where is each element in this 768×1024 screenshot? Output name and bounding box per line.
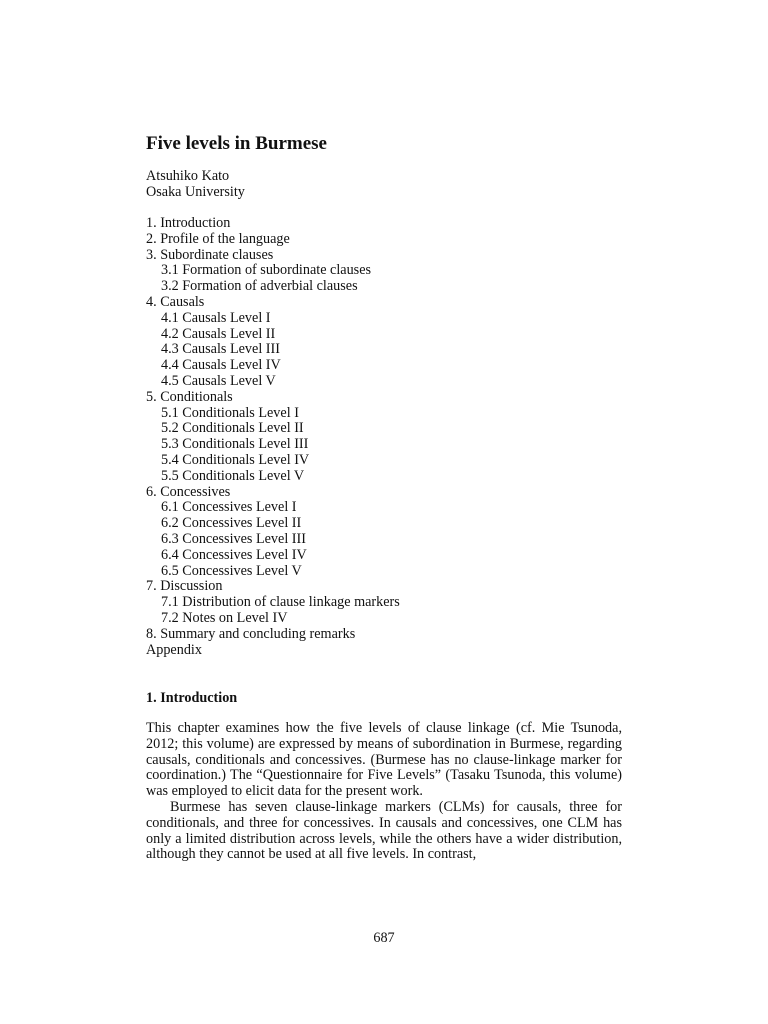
toc-subentry: 5.1 Conditionals Level I [161, 404, 299, 421]
paragraph: Burmese has seven clause-linkage markers (CLMs) for causals, three for conditionals, and three for concessives. In causals and concessives, one CLM has only a limited distribution across levels, while the others have a wider distribution, although they cannot be used at all five levels. In contrast, [146, 798, 622, 863]
toc-subentry: 3.1 Formation of subordinate clauses [161, 262, 372, 279]
toc-subentry: 5.4 Conditionals Level IV [161, 451, 310, 468]
toc-entry: 3. Subordinate clauses [146, 246, 274, 263]
toc-subentry: 6.5 Concessives Level V [161, 562, 302, 579]
toc-subentry: 4.1 Causals Level I [161, 309, 271, 326]
toc-subentry: 6.3 Concessives Level III [161, 530, 306, 547]
page-number: 687 [373, 930, 395, 946]
toc-entry: 7. Discussion [146, 578, 223, 595]
toc-subentry: 4.4 Causals Level IV [161, 357, 281, 374]
toc-subentry: 4.3 Causals Level III [161, 341, 280, 358]
toc-subentry: 5.2 Conditionals Level II [161, 420, 304, 437]
toc-entry: 8. Summary and concluding remarks [146, 625, 356, 642]
document-page [146, 0, 622, 1024]
toc-subentry: 6.1 Concessives Level I [161, 499, 297, 516]
toc-subentry: 3.2 Formation of adverbial clauses [161, 278, 358, 295]
toc-subentry: 4.5 Causals Level V [161, 372, 276, 389]
toc-entry: 4. Causals [146, 293, 205, 310]
toc-subentry: 5.3 Conditionals Level III [161, 436, 309, 453]
toc-entry: 1. Introduction [146, 215, 231, 231]
author-name: Atsuhiko Kato [146, 168, 230, 184]
chapter-title: Five levels in Burmese [146, 133, 327, 154]
author-affiliation: Osaka University [146, 184, 245, 200]
section-body [146, 721, 622, 863]
author-block [146, 168, 245, 200]
toc-entry: 2. Profile of the language [146, 230, 290, 247]
table-of-contents [146, 216, 400, 658]
toc-entry: 5. Conditionals [146, 388, 233, 405]
toc-subentry: 6.2 Concessives Level II [161, 515, 302, 532]
toc-subentry: 5.5 Conditionals Level V [161, 467, 305, 484]
paragraph: This chapter examines how the five levels of clause linkage (cf. Mie Tsunoda, 2012; this volume) are expressed by means of subordination in Burmese, regarding causals, conditionals and concessives. (Burmese has no clause-linkage marker for coordination.) The “Questionnaire for Five Levels” (Tasaku Tsunoda, this volume) was employed to elicit data for the present work. [146, 720, 622, 800]
toc-subentry: 7.1 Distribution of clause linkage markers [161, 594, 400, 611]
toc-subentry: 7.2 Notes on Level IV [161, 609, 288, 626]
toc-subentry: 6.4 Concessives Level IV [161, 546, 307, 563]
toc-entry: Appendix [146, 641, 202, 658]
toc-subentry: 4.2 Causals Level II [161, 325, 276, 342]
toc-entry: 6. Concessives [146, 483, 231, 500]
section-heading: 1. Introduction [146, 690, 238, 706]
